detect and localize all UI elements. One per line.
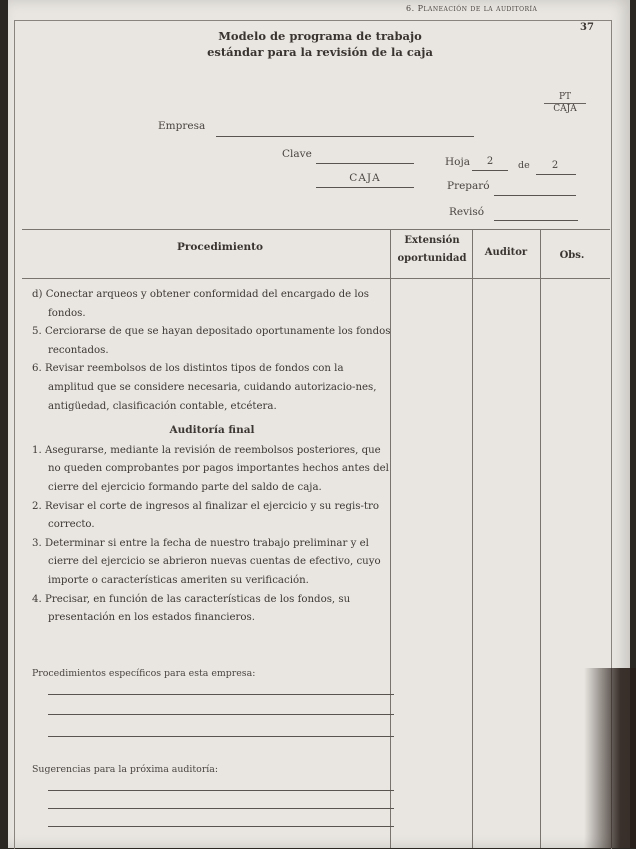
item-number: 4. xyxy=(32,593,42,605)
item-text: Conectar arqueos y obtener conformidad del encargado de los fondos. xyxy=(45,289,370,319)
item-text: Asegurarse, mediante la revisión de reembolsos posteriores, que no queden comprobantes por pagos importantes hechos antes del cierre del ejercicio formando parte del saldo de caja. xyxy=(44,444,389,493)
item-number: 1. xyxy=(32,444,42,456)
suggestions-line[interactable] xyxy=(48,790,394,791)
item-number: 6. xyxy=(32,363,42,375)
hoja-field[interactable] xyxy=(472,170,508,171)
running-header: 6. Planeación de la auditoría xyxy=(406,4,538,13)
column-divider-2 xyxy=(472,229,473,848)
reviso-label: Revisó xyxy=(449,206,485,218)
item-text: Determinar si entre la fecha de nuestro trabajo preliminar y el cierre del ejercicio se abrieron nuevas cuentas de efectivo, cuyo importe o características ameriten su verificación. xyxy=(44,537,381,586)
specific-procedures-label: Procedimientos específicos para esta empresa: xyxy=(32,668,256,679)
list-item xyxy=(32,286,392,323)
section-heading-final: Auditoría final xyxy=(169,424,255,437)
suggestions-line[interactable] xyxy=(48,808,394,809)
preparo-field[interactable] xyxy=(494,195,576,196)
list-item xyxy=(32,591,392,628)
item-number: 3. xyxy=(32,537,42,549)
item-number: d) xyxy=(32,289,43,300)
preparo-label: Preparó xyxy=(447,180,490,192)
item-text: Precisar, en función de las características de los fondos, su presentación en los estados financieros. xyxy=(44,593,351,624)
title-line-1: Modelo de programa de trabajo xyxy=(218,29,422,43)
hoja-value: 2 xyxy=(486,156,494,167)
title-line-2: estándar para la revisión de la caja xyxy=(207,45,433,59)
reference-code xyxy=(544,92,586,114)
suggestions-line[interactable] xyxy=(48,826,394,827)
item-number: 2. xyxy=(32,500,42,512)
clave-field[interactable] xyxy=(316,163,414,164)
header-procedimiento: Procedimiento xyxy=(176,241,264,253)
de-label: de xyxy=(518,160,530,171)
de-value: 2 xyxy=(551,160,559,171)
form-title xyxy=(200,28,440,60)
header-obs: Obs. xyxy=(559,250,585,261)
hoja-label: Hoja xyxy=(445,156,470,168)
item-number: 5. xyxy=(32,326,42,338)
page-number: 37 xyxy=(580,22,594,33)
de-field[interactable] xyxy=(536,174,576,175)
item-text: Revisar el corte de ingresos al finalizar el ejercicio y su regis-tro correcto. xyxy=(44,500,380,531)
edge-shadow xyxy=(584,668,636,848)
header-extension-line1: Extensión xyxy=(404,235,460,246)
list-item xyxy=(32,442,392,498)
list-item xyxy=(32,498,392,535)
reference-pt: PT xyxy=(544,92,586,104)
specific-line[interactable] xyxy=(48,736,394,737)
reviso-field[interactable] xyxy=(494,220,578,221)
column-divider-3 xyxy=(540,229,541,848)
empresa-field[interactable] xyxy=(216,136,474,137)
reference-section: CAJA xyxy=(553,104,577,114)
header-auditor: Auditor xyxy=(484,247,528,258)
clave-value: CAJA xyxy=(349,172,381,184)
header-extension xyxy=(392,232,472,268)
suggestions-label: Sugerencias para la próxima auditoría: xyxy=(32,764,219,775)
list-item xyxy=(32,535,392,591)
header-extension-line2: oportunidad xyxy=(397,253,467,264)
list-item xyxy=(32,360,392,416)
item-text: Revisar reembolsos de los distintos tipos de fondos con la amplitud que se considere necesaria, cuidando autorizacio-nes, antigüedad, clasificación contable, etcétera. xyxy=(44,363,377,412)
specific-line[interactable] xyxy=(48,694,394,695)
clave-label: Clave xyxy=(282,148,312,160)
specific-line[interactable] xyxy=(48,714,394,715)
list-item xyxy=(32,323,392,360)
clave-value-underline xyxy=(316,187,414,188)
procedures-column xyxy=(32,286,392,628)
empresa-label: Empresa xyxy=(158,120,206,132)
item-text: Cerciorarse de que se hayan depositado oportunamente los fondos recontados. xyxy=(44,326,391,356)
